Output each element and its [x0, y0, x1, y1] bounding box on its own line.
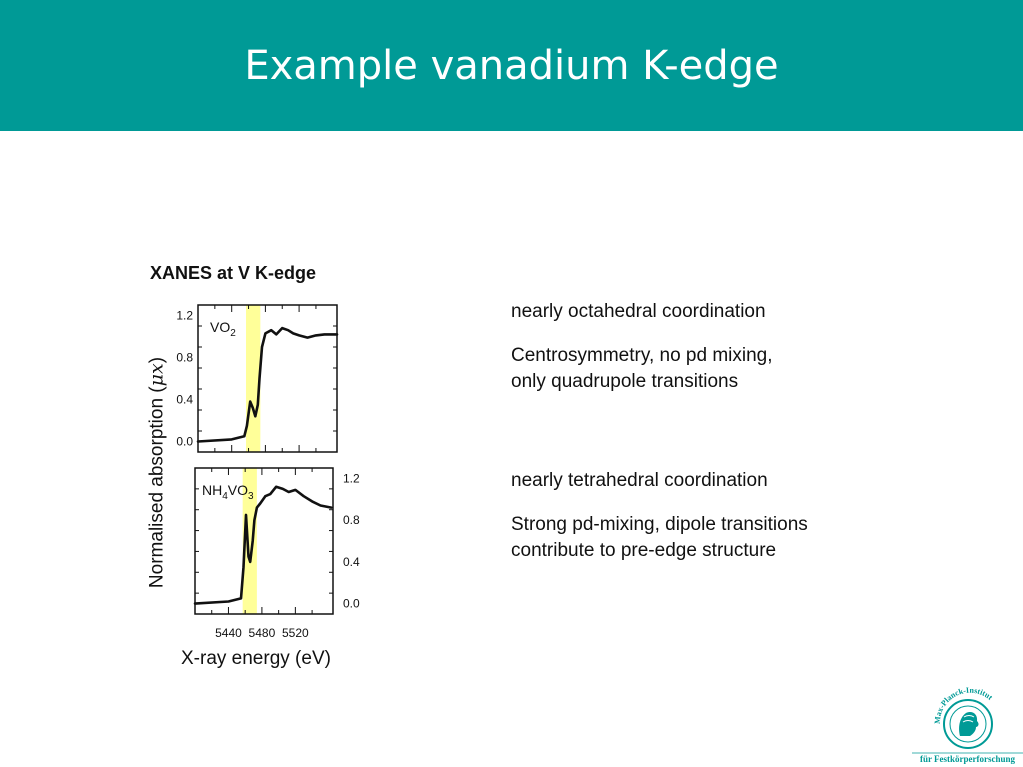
- vo2-detail-line-2: only quadrupole transitions: [511, 371, 739, 392]
- slide-title: Example vanadium K-edge: [244, 43, 779, 89]
- vo2-detail-line-1: Centrosymmetry, no pd mixing,: [511, 345, 773, 366]
- vo2-panel: [176, 305, 337, 452]
- y-tick-label: 1.2: [343, 471, 360, 486]
- y-tick-label: 0.4: [343, 554, 360, 569]
- nh4vo3-coordination-text: nearly tetrahedral coordination: [511, 470, 768, 491]
- vo2-coordination-text: nearly octahedral coordination: [511, 301, 766, 322]
- y-tick-label: 0.0: [176, 434, 193, 449]
- nh4vo3-detail-line-2: contribute to pre-edge structure: [511, 540, 777, 561]
- absorption-curve: [195, 487, 331, 604]
- pre-edge-highlight: [246, 305, 260, 452]
- nh4vo3-panel: [195, 468, 360, 640]
- compound-label: $VO_2$: [210, 319, 236, 339]
- absorption-curve: [198, 328, 337, 441]
- figure-title: XANES at V K-edge: [150, 263, 317, 283]
- compound-label: $NH_4VO_3$: [202, 482, 254, 502]
- logo-caption: für Festkörperforschung: [919, 754, 1016, 764]
- x-tick-label: 5480: [248, 626, 276, 640]
- xanes-figure: [140, 258, 380, 678]
- x-tick-label: 5520: [282, 626, 309, 640]
- y-tick-label: 0.8: [343, 513, 360, 528]
- title-banner: [0, 0, 1023, 131]
- x-tick-label: 5440: [215, 626, 242, 640]
- y-axis-label: Normalised absorption (μx): [145, 356, 168, 589]
- y-tick-label: 0.4: [176, 392, 193, 407]
- y-tick-label: 0.8: [176, 350, 193, 365]
- x-axis-label: X-ray energy (eV): [181, 648, 331, 669]
- logo-arc-text: Max-Planck-Institut: [932, 685, 995, 725]
- y-tick-label: 1.2: [176, 308, 193, 323]
- y-tick-label: 0.0: [343, 596, 360, 611]
- nh4vo3-detail-line-1: Strong pd-mixing, dipole transitions: [511, 514, 808, 535]
